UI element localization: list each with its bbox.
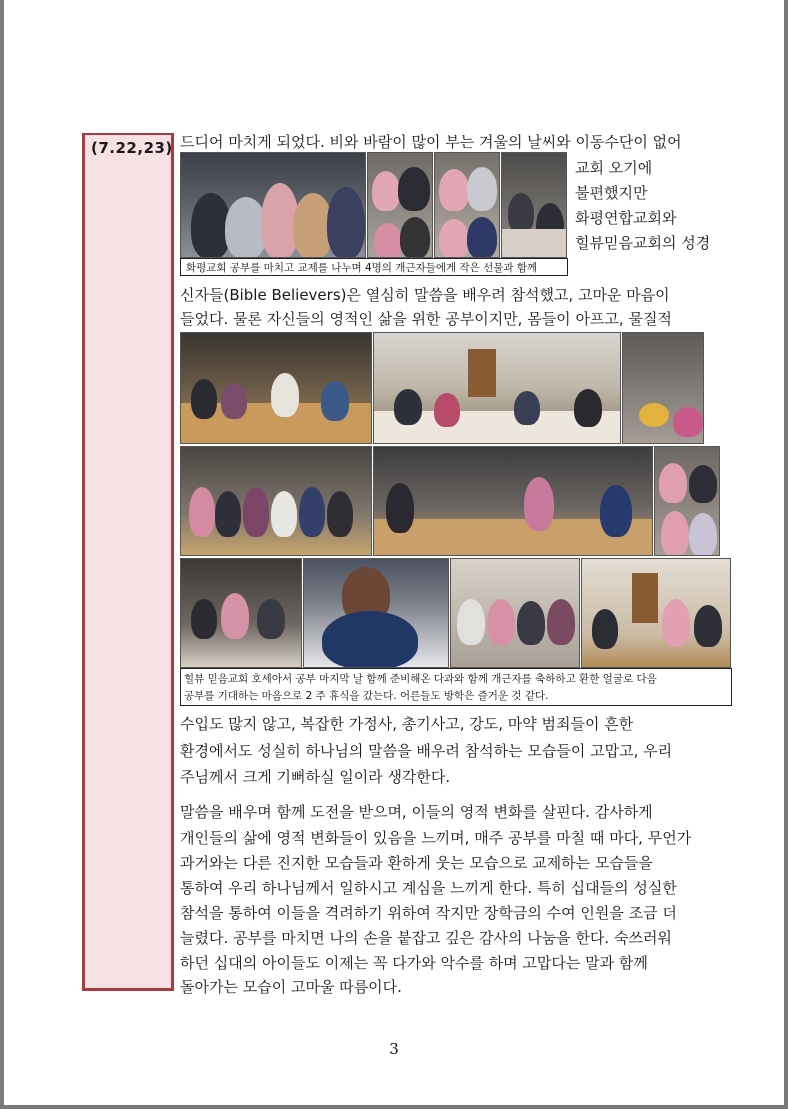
side-line-4: 힐뷰믿음교회의 성경 xyxy=(575,234,711,252)
paragraph3-line4: 통하여 우리 하나님께서 일하시고 계심을 느끼게 한다. 특히 십대들의 성실한 xyxy=(180,879,677,897)
side-line-3: 화평연합교회와 xyxy=(575,209,677,227)
paragraph3-line1: 말씀을 배우며 함께 도전을 받으며, 이들의 영적 변화를 살핀다. 감사하게 xyxy=(180,803,653,821)
photo-tea-fellowship xyxy=(581,558,731,668)
paragraph2-line2: 환경에서도 성실히 하나님의 말씀을 배우려 참석하는 모습들이 고맙고, 우리 xyxy=(180,742,673,760)
photo-class-hands-raised xyxy=(180,332,372,444)
paragraph1-line1: 드디어 마치게 되었다. 비와 바람이 많이 부는 겨울의 날씨와 이동수단이 없어 xyxy=(180,133,682,151)
photo-table-fellowship xyxy=(501,152,567,258)
paragraph3-line8: 돌아가는 모습이 고마울 따름이다. xyxy=(180,978,402,996)
caption2-line1: 힐뷰 믿음교회 호세아서 공부 마지막 날 함께 준비해온 다과와 함께 개근자를 축하하고 환한 얼굴로 다음 xyxy=(184,673,657,685)
photo-fellowship-meal xyxy=(373,446,653,556)
photo-teen-studying xyxy=(303,558,449,668)
date-label: (7.22,23) xyxy=(91,139,173,157)
photo-elders-group xyxy=(450,558,580,668)
paragraph3-line2: 개인들의 삶에 영적 변화들이 있음을 느끼며, 매주 공부를 마칠 때 마다, 무언가 xyxy=(180,829,692,847)
side-line-1: 교회 오기에 xyxy=(575,159,653,177)
paragraph1-line2: 신자들(Bible Believers)은 열심히 말씀을 배우려 참석했고, 고마운 마음이 xyxy=(180,286,670,304)
paragraph2-line1: 수입도 많지 않고, 복잡한 가정사, 총기사고, 강도, 마약 범죄들이 흔한 xyxy=(180,715,634,733)
paragraph3-line6: 늘렸다. 공부를 마치면 나의 손을 붙잡고 깊은 감사의 나눔을 한다. 숙쓰러워 xyxy=(180,929,672,947)
caption1: 화평교회 공부를 마치고 교제를 나누며 4명의 개근자들에게 작은 선물과 함께 xyxy=(186,262,538,274)
paragraph3-line3: 과거와는 다른 진지한 모습들과 환하게 웃는 모습으로 교제하는 모습들을 xyxy=(180,854,653,872)
document-page xyxy=(4,0,784,1105)
photo-class-tables xyxy=(373,332,621,444)
paragraph3-line5: 참석을 통하여 이들을 격려하기 위하여 작지만 장학금의 수여 인원을 조금 더 xyxy=(180,904,677,922)
caption2-line2: 공부를 기대하는 마음으로 2 주 휴식을 갔는다. 어른들도 방학은 즐거운 것 같다. xyxy=(184,690,549,702)
date-column-box xyxy=(82,133,174,991)
photo-group-portrait xyxy=(180,446,372,556)
side-line-2: 불편했지만 xyxy=(575,184,648,202)
photo-group-fellowship xyxy=(180,152,366,258)
photo-gift-1 xyxy=(367,152,433,258)
photo-room-table xyxy=(180,558,302,668)
paragraph1-line3: 들었다. 물론 자신들의 영적인 삶을 위한 공부이지만, 몸들이 아프고, 물질적 xyxy=(180,310,672,328)
photo-attendance-gift xyxy=(654,446,720,556)
photo-gift-2 xyxy=(434,152,500,258)
page-number: 3 xyxy=(389,1040,399,1058)
paragraph2-line3: 주님께서 크게 기뻐하실 일이라 생각한다. xyxy=(180,768,451,786)
paragraph3-line7: 하던 십대의 아이들도 이제는 꼭 다가와 악수를 하며 고맙다는 말과 함께 xyxy=(180,954,648,972)
photo-snacks xyxy=(622,332,704,444)
